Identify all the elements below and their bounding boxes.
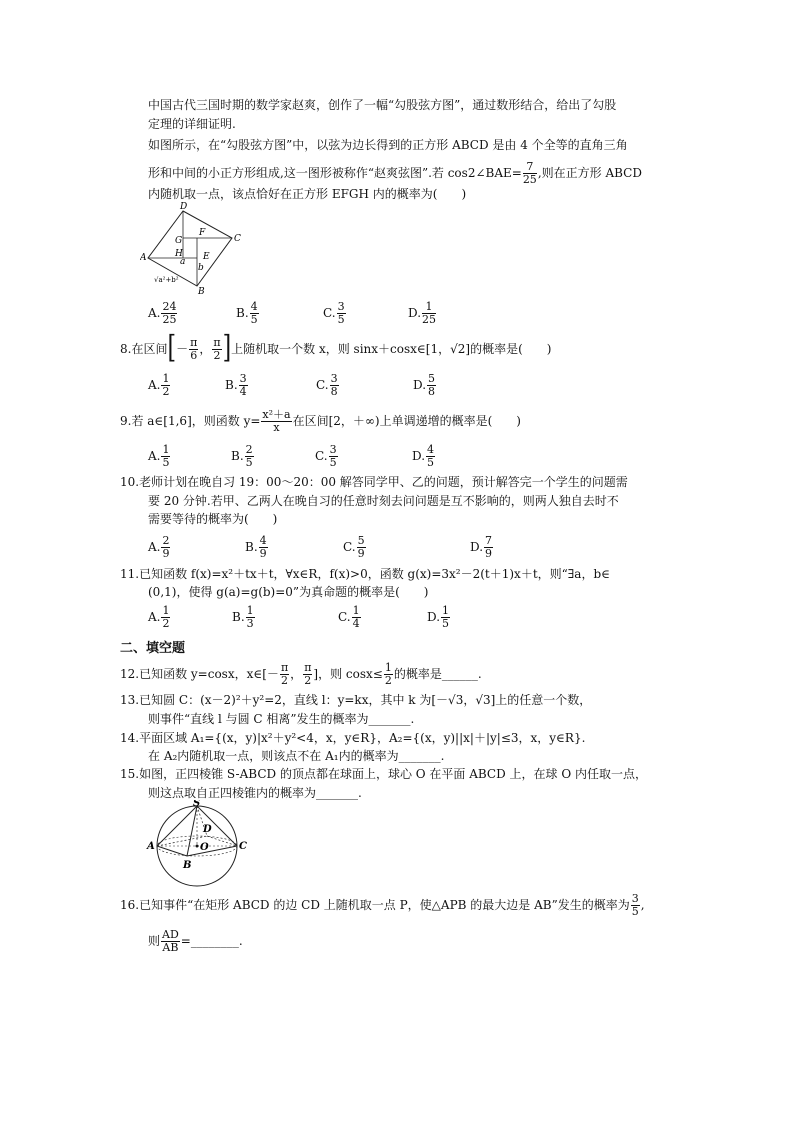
label-O: O: [200, 842, 209, 853]
intro-line-1: 中国古代三国时期的数学家赵爽，创作了一幅“勾股弦方图”，通过数形结合，给出了勾股: [148, 98, 617, 112]
q8-option-d[interactable]: D. $\frac{5}{8}$: [413, 371, 436, 398]
q8-option-b[interactable]: B. $\frac{3}{4}$: [225, 371, 247, 398]
q7-option-d[interactable]: D. $\frac{1}{25}$: [408, 299, 437, 326]
q14-line-1: 14.平面区域 A₁={(x，y)|x²＋y²<4，x，y∈R}，A₂={(x，y)||x|＋|y|≤3，x，y∈R}.: [120, 731, 586, 745]
q16-line-2: 则 $\frac{AD}{AB}$ =________.: [148, 927, 243, 954]
q11-option-c[interactable]: C. $\frac{1}{4}$: [338, 603, 360, 630]
q7-option-b[interactable]: B. $\frac{4}{5}$: [236, 299, 258, 326]
q9-option-c[interactable]: C. $\frac{3}{5}$: [315, 442, 337, 469]
cos-fraction: $\frac{7}{25}$: [522, 159, 537, 186]
q9-option-a[interactable]: A. $\frac{1}{5}$: [148, 442, 170, 469]
label-a: a: [180, 257, 186, 267]
label-A2: A: [147, 841, 155, 852]
label-C2: C: [239, 841, 247, 852]
q9-stem: 9. 若 a∈[1,6]，则函数 y= $\frac{\text{x²＋a}}{x}$ 在区间[2，＋∞)上单调递增的概率是( ): [120, 407, 521, 434]
q9-option-d[interactable]: D. $\frac{4}{5}$: [412, 442, 435, 469]
label-D: D: [180, 202, 188, 212]
label-E: E: [203, 252, 210, 262]
q7-option-a[interactable]: A. $\frac{24}{25}$: [148, 299, 177, 326]
q7-option-c[interactable]: C. $\frac{3}{5}$: [323, 299, 345, 326]
q10-option-d[interactable]: D. $\frac{7}{9}$: [470, 533, 493, 560]
label-S: S: [193, 800, 201, 809]
q10-line-3: 需要等待的概率为( ): [148, 512, 278, 526]
q11-option-a[interactable]: A. $\frac{1}{2}$: [148, 603, 170, 630]
label-F: F: [199, 228, 206, 238]
intro-line-4: 形和中间的小正方形组成,这一图形被称作“赵爽弦图”.若 cos2∠BAE= $\frac{7}{25}$ ,则在正方形 ABCD: [148, 159, 642, 186]
label-B2: B: [183, 860, 192, 871]
q13-line-1: 13.已知圆 C：(x－2)²＋y²=2，直线 l：y=kx，其中 k 为[－√3，√3]上的任意一个数，: [120, 693, 592, 707]
q11-line-1: 11.已知函数 f(x)=x²＋tx＋t，∀x∈R，f(x)>0，函数 g(x)=3x²－2(t＋1)x＋t，则“∃a，b∈: [120, 567, 611, 581]
label-C: C: [234, 234, 241, 244]
label-side: √a²+b²: [154, 276, 179, 284]
label-B: B: [198, 287, 205, 295]
intro-line-3: 如图所示，在“勾股弦方图”中，以弦为边长得到的正方形 ABCD 是由 4 个全等的直角三角: [148, 138, 628, 152]
q11-line-2: (0,1)，使得 g(a)=g(b)=0”为真命题的概率是( ): [148, 585, 429, 599]
q10-option-b[interactable]: B. $\frac{4}{9}$: [245, 533, 267, 560]
q14-line-2: 在 A₂内随机取一点，则该点不在 A₁内的概率为_______.: [148, 749, 445, 763]
q15-line-2: 则这点取自正四棱锥内的概率为_______.: [148, 786, 362, 800]
q10-option-c[interactable]: C. $\frac{5}{9}$: [343, 533, 365, 560]
q11-option-b[interactable]: B. $\frac{1}{3}$: [232, 603, 254, 630]
q13-line-2: 则事件“直线 l 与圆 C 相离”发生的概率为_______.: [148, 712, 415, 726]
label-A: A: [140, 253, 147, 263]
label-G: G: [175, 236, 183, 246]
label-b: b: [198, 263, 204, 273]
q8-option-c[interactable]: C. $\frac{3}{8}$: [316, 371, 338, 398]
q8-stem: 8. 在区间 [ － $\frac{\pi}{6}$ ， $\frac{\pi}{2}$ ] 上随机取一个数 x，则 sinx＋cosx∈[1，√2]的概率是( ): [120, 330, 552, 366]
q10-line-1: 10.老师计划在晚自习 19：00～20：00 解答同学甲、乙的问题，预计解答完一个学生的问题需: [120, 475, 628, 489]
q10-line-2: 要 20 分钟.若甲、乙两人在晚自习的任意时刻去问问题是互不影响的，则两人独自去时不: [148, 494, 619, 508]
q15-line-1: 15.如图，正四棱锥 S-ABCD 的顶点都在球面上，球心 O 在平面 ABCD 上，在球 O 内任取一点，: [120, 767, 648, 781]
q10-option-a[interactable]: A. $\frac{2}{9}$: [148, 533, 170, 560]
intro-line-5: 内随机取一点，该点恰好在正方形 EFGH 内的概率为( ): [148, 187, 467, 201]
q12-stem: 12.已知函数 y=cosx，x∈[－ $\frac{\pi}{2}$ ， $\frac{\pi}{2}$ ]，则 cosx≤ $\frac{1}{2}$ 的概率是______.: [120, 660, 482, 687]
label-H: H: [175, 249, 183, 259]
intro-line-2: 定理的详细证明.: [148, 117, 236, 131]
q11-option-d[interactable]: D. $\frac{1}{5}$: [427, 603, 450, 630]
sphere-pyramid-diagram: [145, 800, 250, 890]
q9-option-b[interactable]: B. $\frac{2}{5}$: [231, 442, 253, 469]
q8-option-a[interactable]: A. $\frac{1}{2}$: [148, 371, 170, 398]
label-D2: D: [203, 824, 212, 835]
section-heading-fill-in: 二、填空题: [120, 641, 186, 656]
q16-line-1: 16.已知事件“在矩形 ABCD 的边 CD 上随机取一点 P，使△APB 的最大边是 AB”发生的概率为 $\frac{3}{5}$ ,: [120, 891, 645, 918]
zhao-shuang-diagram: [140, 200, 250, 295]
